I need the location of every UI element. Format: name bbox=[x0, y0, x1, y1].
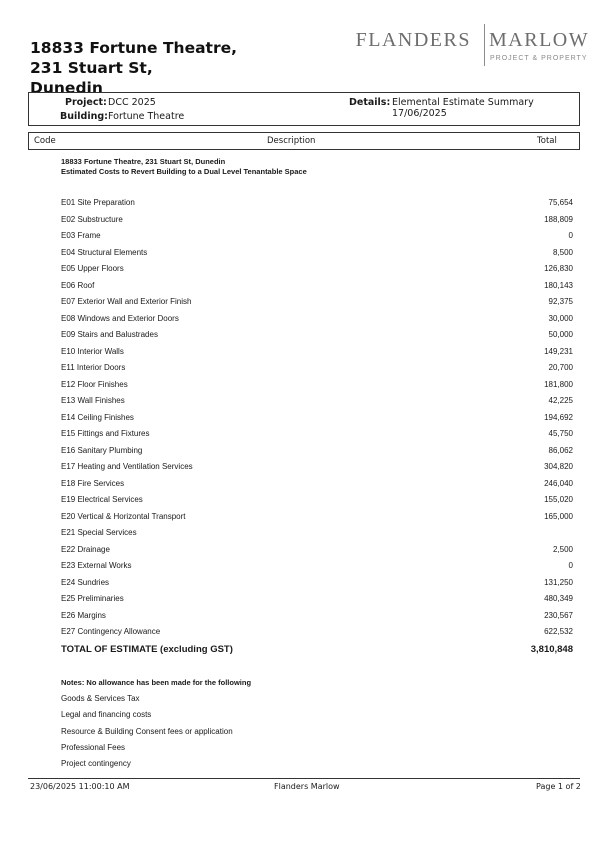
row-total: 30,000 bbox=[548, 313, 573, 323]
row-total: 86,062 bbox=[548, 445, 573, 455]
details-label: Details: bbox=[349, 97, 391, 108]
footer-company: Flanders Marlow bbox=[274, 782, 340, 791]
row-total: 165,000 bbox=[544, 511, 573, 521]
row-description: E13 Wall Finishes bbox=[61, 396, 125, 405]
table-row bbox=[61, 264, 573, 276]
row-description: E21 Special Services bbox=[61, 528, 137, 537]
row-total: 622,532 bbox=[544, 627, 573, 636]
table-row bbox=[61, 528, 573, 540]
row-total: 8,500 bbox=[552, 247, 573, 257]
building-label: Building: bbox=[60, 111, 108, 122]
project-label: Project: bbox=[65, 97, 107, 108]
table-row bbox=[61, 545, 573, 557]
row-total: 181,800 bbox=[544, 379, 573, 389]
row-description: E04 Structural Elements bbox=[61, 247, 148, 257]
row-description: E01 Site Preparation bbox=[61, 198, 135, 207]
table-row bbox=[61, 413, 573, 425]
row-total: 0 bbox=[568, 561, 573, 570]
table-row bbox=[61, 578, 573, 590]
row-total: 75,654 bbox=[548, 198, 573, 207]
row-description: E22 Drainage bbox=[61, 544, 110, 554]
table-row bbox=[61, 594, 573, 606]
row-total: 92,375 bbox=[548, 297, 573, 306]
table-row bbox=[61, 512, 573, 524]
footer-divider bbox=[28, 778, 580, 779]
logo-tagline: PROJECT & PROPERTY bbox=[490, 55, 588, 62]
building-value: Fortune Theatre bbox=[108, 111, 185, 122]
row-description: E18 Fire Services bbox=[61, 478, 125, 488]
notes-heading: Notes: No allowance has been made for the following bbox=[61, 678, 252, 687]
row-description: E03 Frame bbox=[61, 231, 101, 240]
section-heading bbox=[61, 157, 307, 177]
table-row bbox=[61, 611, 573, 623]
table-row bbox=[61, 429, 573, 441]
row-description: E07 Exterior Wall and Exterior Finish bbox=[61, 297, 192, 306]
row-total: 188,809 bbox=[544, 214, 573, 224]
row-total: 20,700 bbox=[548, 363, 573, 372]
title-line-3: Dunedin bbox=[30, 79, 103, 97]
grand-total-value: 3,810,848 bbox=[530, 644, 573, 655]
row-description: E26 Margins bbox=[61, 610, 106, 620]
column-code: Code bbox=[34, 136, 56, 146]
row-description: E19 Electrical Services bbox=[61, 495, 143, 504]
table-row bbox=[61, 215, 573, 227]
row-total: 131,250 bbox=[544, 577, 573, 587]
row-total: 50,000 bbox=[548, 330, 573, 339]
row-description: E11 Interior Doors bbox=[61, 363, 126, 372]
company-logo bbox=[355, 22, 590, 68]
row-description: E05 Upper Floors bbox=[61, 264, 124, 273]
column-header-row bbox=[28, 132, 580, 150]
row-description: E14 Ceiling Finishes bbox=[61, 412, 134, 422]
column-total: Total bbox=[537, 136, 557, 146]
footer-timestamp: 23/06/2025 11:00:10 AM bbox=[30, 782, 130, 791]
row-total: 45,750 bbox=[548, 429, 573, 438]
row-description: E15 Fittings and Fixtures bbox=[61, 429, 150, 438]
row-total: 304,820 bbox=[544, 462, 573, 471]
page-title bbox=[30, 38, 290, 98]
row-description: E25 Preliminaries bbox=[61, 594, 124, 603]
row-total: 0 bbox=[568, 231, 573, 240]
table-row bbox=[61, 380, 573, 392]
row-total: 126,830 bbox=[544, 264, 573, 273]
row-total: 480,349 bbox=[544, 594, 573, 603]
title-line-1: 18833 Fortune Theatre, bbox=[30, 39, 237, 57]
section-heading-line-1: 18833 Fortune Theatre, 231 Stuart St, Dunedin bbox=[61, 157, 226, 166]
details-value: Elemental Estimate Summary 17/06/2025 bbox=[392, 97, 534, 119]
logo-divider bbox=[484, 24, 485, 66]
table-row bbox=[61, 627, 573, 639]
footer-page-number: Page 1 of 2 bbox=[536, 782, 581, 791]
table-row bbox=[61, 198, 573, 210]
table-row bbox=[61, 495, 573, 507]
note-item: Resource & Building Consent fees or application bbox=[61, 726, 233, 736]
table-row bbox=[61, 314, 573, 326]
column-description: Description bbox=[267, 136, 316, 146]
table-row bbox=[61, 248, 573, 260]
table-row bbox=[61, 396, 573, 408]
row-description: E27 Contingency Allowance bbox=[61, 627, 161, 636]
table-row bbox=[61, 462, 573, 474]
table-row bbox=[61, 297, 573, 309]
table-row bbox=[61, 231, 573, 243]
row-description: E02 Substructure bbox=[61, 214, 123, 224]
row-total: 155,020 bbox=[544, 495, 573, 504]
row-total: 180,143 bbox=[544, 280, 573, 290]
row-total: 149,231 bbox=[544, 346, 573, 356]
row-total: 42,225 bbox=[548, 396, 573, 405]
row-description: E12 Floor Finishes bbox=[61, 379, 128, 389]
title-line-2: 231 Stuart St, bbox=[30, 59, 153, 77]
note-item: Project contingency bbox=[61, 759, 131, 769]
note-item: Professional Fees bbox=[61, 742, 126, 752]
row-description: E10 Interior Walls bbox=[61, 346, 124, 356]
project-info-box bbox=[28, 92, 580, 126]
row-description: E09 Stairs and Balustrades bbox=[61, 330, 158, 339]
row-total: 194,692 bbox=[544, 412, 573, 422]
logo-word-right: MARLOW bbox=[489, 29, 590, 51]
row-description: E23 External Works bbox=[61, 561, 132, 570]
row-total: 2,500 bbox=[552, 544, 573, 554]
row-total: 246,040 bbox=[544, 478, 573, 488]
table-row bbox=[61, 347, 573, 359]
table-row bbox=[61, 561, 573, 573]
table-row bbox=[61, 363, 573, 375]
row-description: E24 Sundries bbox=[61, 577, 110, 587]
row-description: E06 Roof bbox=[61, 280, 95, 290]
table-row bbox=[61, 330, 573, 342]
logo-word-left: FLANDERS bbox=[355, 29, 471, 51]
table-row bbox=[61, 281, 573, 293]
note-item: Legal and financing costs bbox=[61, 710, 152, 720]
note-item: Goods & Services Tax bbox=[61, 694, 140, 703]
row-description: E16 Sanitary Plumbing bbox=[61, 445, 143, 455]
row-description: E08 Windows and Exterior Doors bbox=[61, 313, 179, 323]
row-description: E20 Vertical & Horizontal Transport bbox=[61, 511, 186, 521]
row-description: E17 Heating and Ventilation Services bbox=[61, 462, 193, 471]
grand-total-label: TOTAL OF ESTIMATE (excluding GST) bbox=[61, 644, 233, 655]
project-value: DCC 2025 bbox=[108, 97, 156, 108]
table-row bbox=[61, 479, 573, 491]
row-total: 230,567 bbox=[544, 610, 573, 620]
table-row bbox=[61, 446, 573, 458]
section-heading-line-2: Estimated Costs to Revert Building to a Dual Level Tenantable Space bbox=[61, 167, 307, 176]
